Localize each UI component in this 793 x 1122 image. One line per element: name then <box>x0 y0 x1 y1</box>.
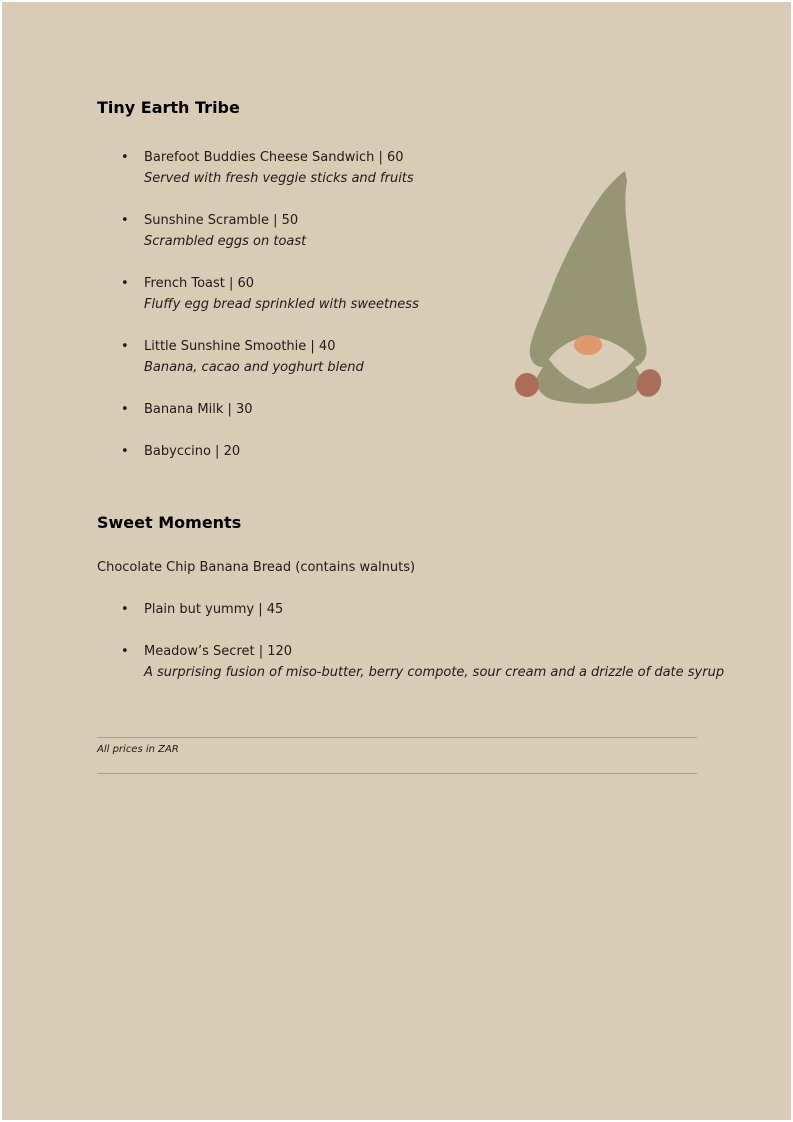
item-name: French Toast | 60 <box>144 276 255 291</box>
divider-bottom <box>97 773 697 774</box>
item-name: Plain but yummy | 45 <box>144 602 284 617</box>
menu-item-plain-banana-bread <box>121 599 284 620</box>
item-description: Served with fresh veggie sticks and fruits <box>144 171 414 186</box>
gnome-nose <box>574 335 602 355</box>
bullet: • <box>121 150 129 165</box>
section-intro: Chocolate Chip Banana Bread (contains walnuts) <box>97 560 416 575</box>
item-description: Scrambled eggs on toast <box>144 234 307 249</box>
item-description: A surprising fusion of miso-butter, berry compote, sour cream and a drizzle of date syrup <box>144 665 725 680</box>
section-title-tiny-earth-tribe: Tiny Earth Tribe <box>97 98 240 117</box>
menu-item-french-toast <box>121 273 419 315</box>
menu-item-babyccino <box>121 441 241 462</box>
menu-item-meadows-secret <box>121 641 725 683</box>
bullet: • <box>121 213 129 228</box>
section-title-sweet-moments: Sweet Moments <box>97 513 242 532</box>
bullet: • <box>121 339 129 354</box>
menu-item-cheese-sandwich <box>121 147 414 189</box>
gnome-right-foot <box>633 366 665 401</box>
item-name: Little Sunshine Smoothie | 40 <box>144 339 336 354</box>
divider-top <box>97 737 697 738</box>
item-name: Barefoot Buddies Cheese Sandwich | 60 <box>144 150 404 165</box>
gnome-left-foot <box>512 370 541 399</box>
item-name: Sunshine Scramble | 50 <box>144 213 299 228</box>
menu-item-banana-milk <box>121 399 253 420</box>
gnome-icon <box>507 167 667 407</box>
item-name: Meadow’s Secret | 120 <box>144 644 293 659</box>
menu-page <box>2 2 791 1120</box>
bullet: • <box>121 602 129 617</box>
item-name: Babyccino | 20 <box>144 444 241 459</box>
footer-note: All prices in ZAR <box>97 744 179 755</box>
bullet: • <box>121 444 129 459</box>
item-description: Fluffy egg bread sprinkled with sweetness <box>144 297 419 312</box>
bullet: • <box>121 276 129 291</box>
menu-item-smoothie <box>121 336 364 378</box>
item-description: Banana, cacao and yoghurt blend <box>144 360 364 375</box>
menu-item-sunshine-scramble <box>121 210 307 252</box>
item-name: Banana Milk | 30 <box>144 402 253 417</box>
bullet: • <box>121 402 129 417</box>
bullet: • <box>121 644 129 659</box>
